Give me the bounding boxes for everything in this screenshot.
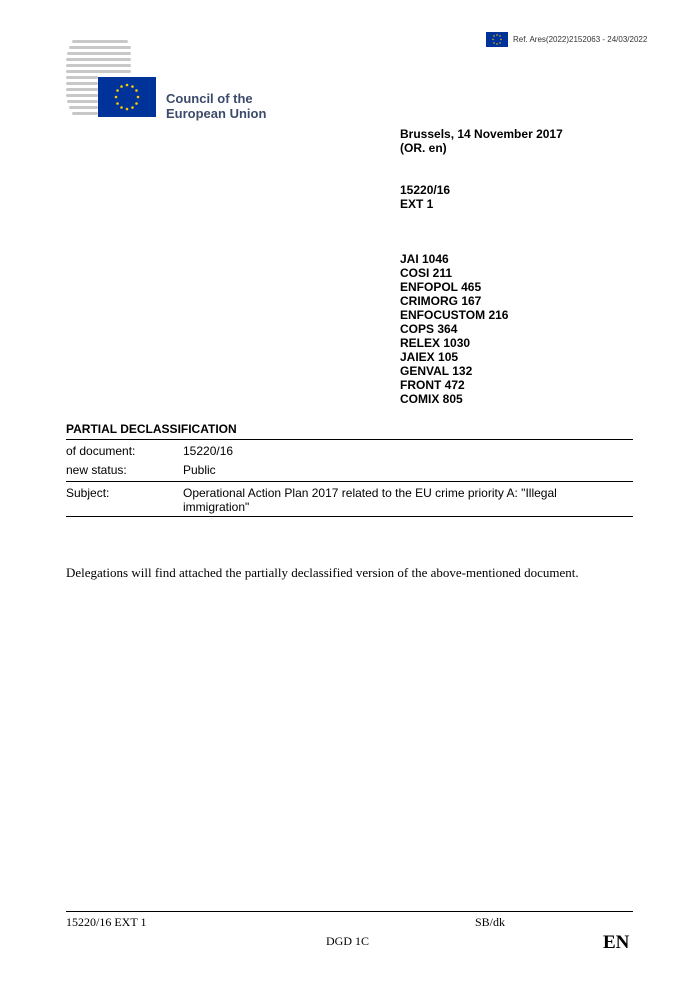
subject-code: JAI 1046 [400, 252, 449, 266]
council-logo-icon [66, 40, 166, 120]
reference-text: Ref. Ares(2022)2152063 - 24/03/2022 [513, 35, 648, 44]
body-paragraph: Delegations will find attached the partially declassified version of the above-mentioned document. [66, 565, 579, 580]
of-document-value: 15220/16 [183, 444, 234, 458]
of-document-label: of document: [66, 444, 136, 458]
subject-code: CRIMORG 167 [400, 294, 482, 308]
subject-codes [400, 252, 508, 406]
divider [66, 439, 633, 440]
declassification-title: PARTIAL DECLASSIFICATION [66, 422, 237, 436]
footer-department: DGD 1C [326, 934, 370, 948]
subject-code: FRONT 472 [400, 378, 465, 392]
divider [66, 481, 633, 482]
organisation-name [166, 91, 366, 121]
subject-code: COPS 364 [400, 322, 458, 336]
subject-code: ENFOPOL 465 [400, 280, 482, 294]
organisation-name-line1: Council of the [166, 91, 253, 106]
eu-flag-icon [486, 32, 508, 47]
document-extension: EXT 1 [400, 197, 434, 211]
subject-code: COMIX 805 [400, 392, 463, 406]
divider [66, 516, 633, 517]
reference-stamp [486, 32, 647, 47]
subject-code: COSI 211 [400, 266, 453, 280]
organisation-name-line2: European Union [166, 106, 267, 121]
original-language: (OR. en) [400, 141, 447, 155]
footer-initials: SB/dk [475, 915, 506, 929]
new-status-value: Public [183, 463, 216, 477]
subject-value: Operational Action Plan 2017 related to the EU crime priority A: "Illegal immigration" [183, 486, 557, 514]
subject-code: ENFOCUSTOM 216 [400, 308, 509, 322]
footer-divider [66, 911, 633, 912]
subject-code: GENVAL 132 [400, 364, 473, 378]
footer-document-reference: 15220/16 EXT 1 [66, 915, 147, 929]
document-number: 15220/16 [400, 183, 451, 197]
new-status-label: new status: [66, 463, 127, 477]
footer-language-code: EN [603, 932, 630, 953]
subject-code: JAIEX 105 [400, 350, 459, 364]
place-date: Brussels, 14 November 2017 [400, 127, 563, 141]
subject-label: Subject: [66, 486, 110, 500]
subject-code: RELEX 1030 [400, 336, 471, 350]
